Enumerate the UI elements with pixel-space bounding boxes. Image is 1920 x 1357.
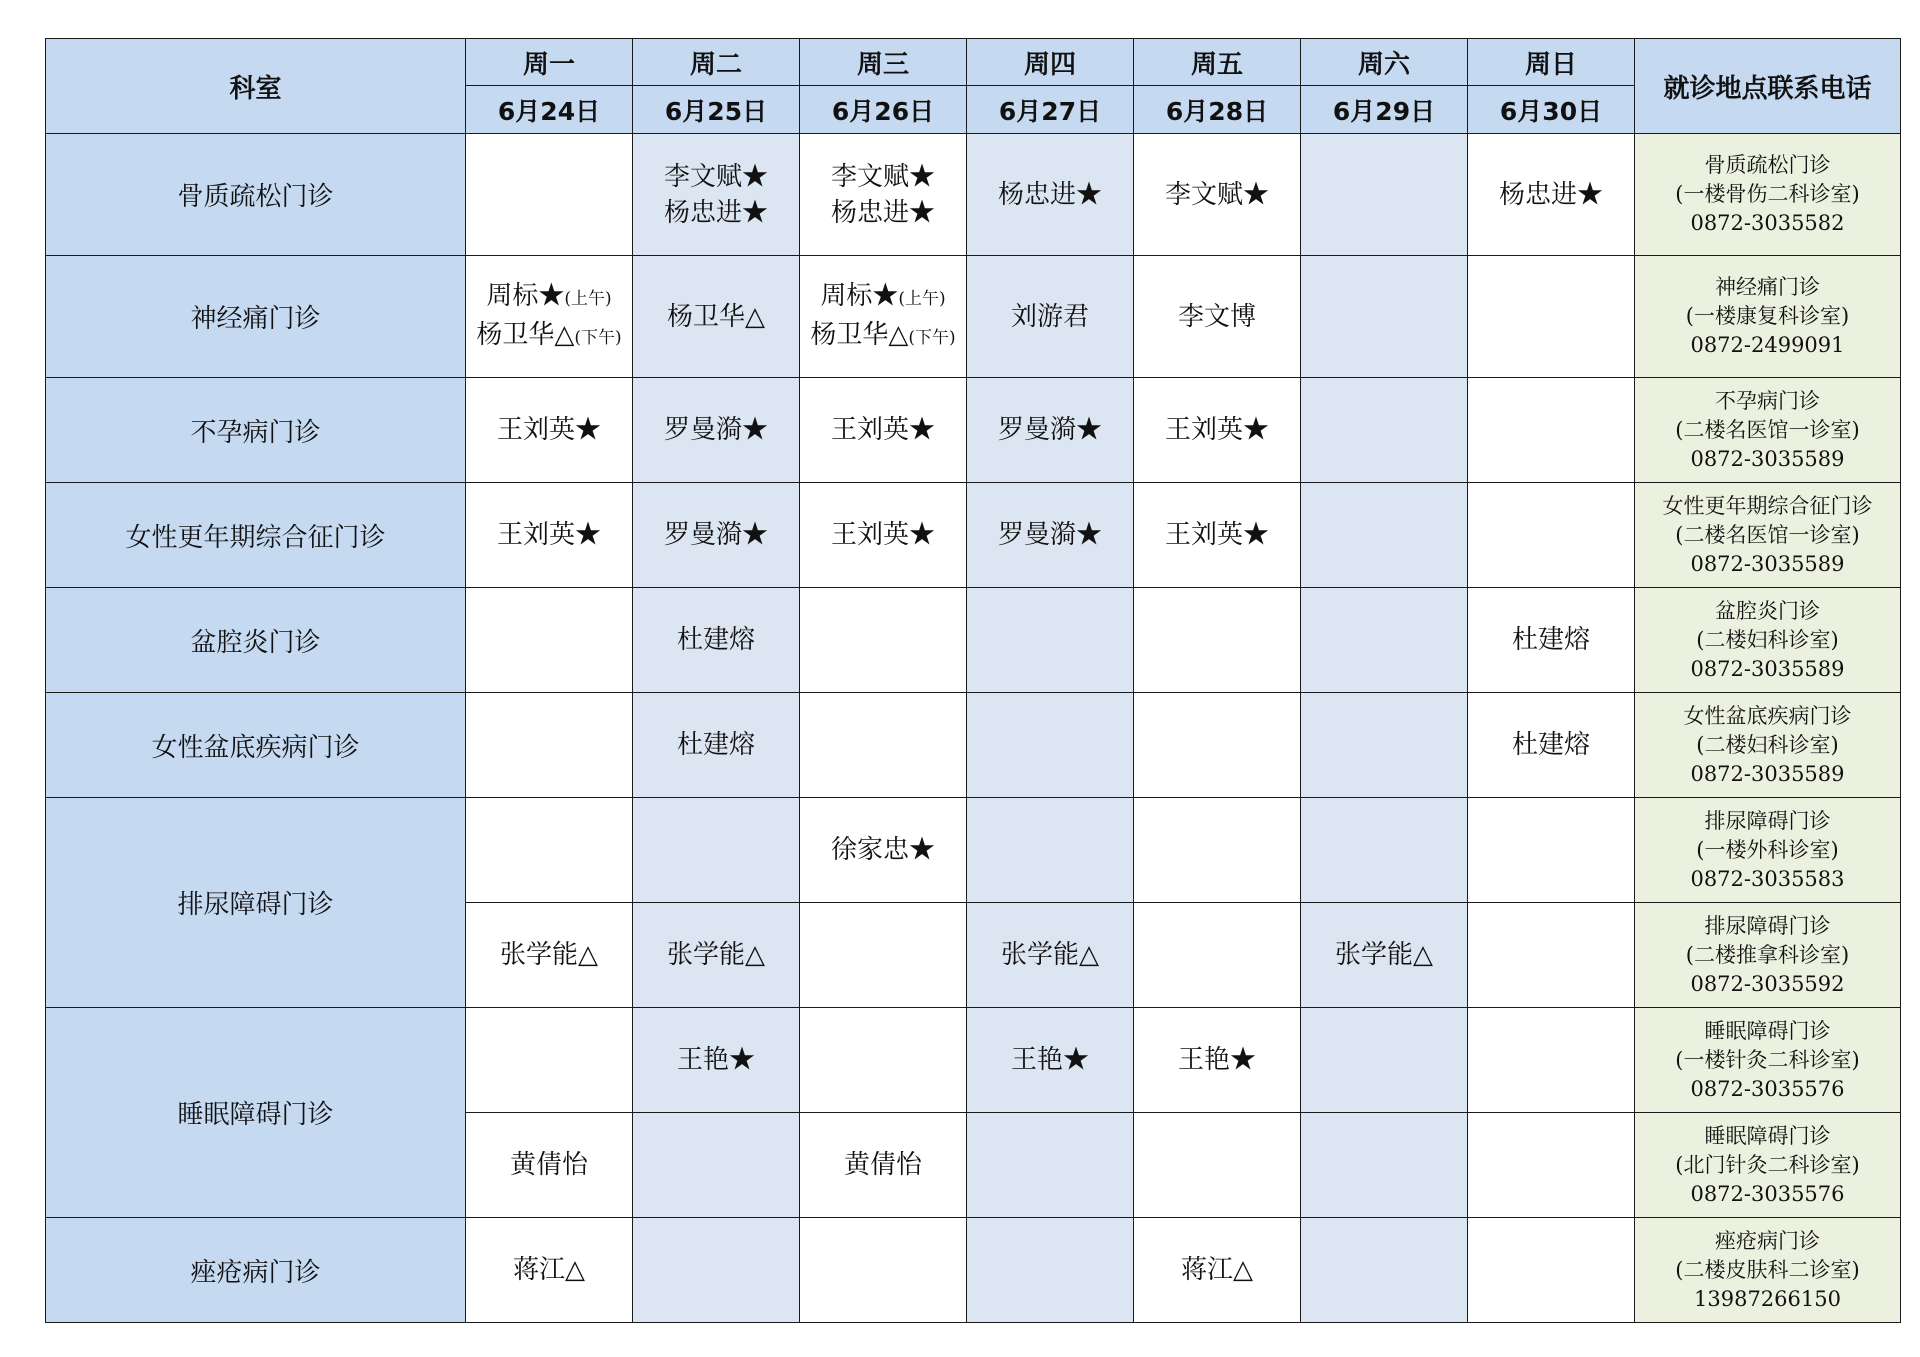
doctor-name: 王刘英★ xyxy=(830,520,935,550)
doctor-name: 周标★ xyxy=(486,280,565,311)
doctor-name: 蒋江△ xyxy=(513,1255,585,1285)
contact-cell xyxy=(1635,1218,1901,1323)
doctor-name-line xyxy=(1468,727,1634,763)
contact-clinic-name: 不孕病门诊 xyxy=(1715,388,1820,413)
doctor-name: 杨忠进★ xyxy=(663,197,768,228)
doctor-name: 罗曼漪★ xyxy=(997,520,1102,550)
clinic-schedule-table xyxy=(45,38,1901,1323)
dept-name: 不孕病门诊 xyxy=(46,378,466,483)
doctor-cell xyxy=(1468,134,1635,256)
pm-note: (下午) xyxy=(908,327,956,348)
contact-clinic-name: 女性盆底疾病门诊 xyxy=(1683,703,1852,728)
doctor-cell xyxy=(967,903,1134,1008)
contact-location: (一楼骨伤二科诊室) xyxy=(1675,182,1860,206)
contact-phone: 0872-2499091 xyxy=(1690,333,1845,357)
schedule-row xyxy=(46,134,1901,256)
date-header: 6月30日 xyxy=(1468,86,1635,134)
contact-location: (北门针灸二科诊室) xyxy=(1675,1152,1860,1177)
doctor-name: 王刘英★ xyxy=(496,520,601,550)
doctor-name: 王艳★ xyxy=(1010,1045,1089,1075)
contact-cell xyxy=(1635,903,1901,1008)
doctor-name: 徐家忠★ xyxy=(830,835,935,865)
doctor-name-line xyxy=(1301,937,1467,973)
weekday-header: 周一 xyxy=(466,39,633,86)
doctor-cell xyxy=(466,134,633,256)
doctor-cell xyxy=(800,378,967,483)
doctor-cell xyxy=(633,378,800,483)
doctor-cell xyxy=(1301,903,1468,1008)
pm-note: (下午) xyxy=(574,327,622,348)
doctor-name-line xyxy=(800,412,966,448)
doctor-name: 张学能△ xyxy=(500,940,598,970)
doctor-name: 黄倩怡 xyxy=(509,1150,588,1180)
schedule-row xyxy=(46,378,1901,483)
contact-phone: 0872-3035576 xyxy=(1690,1181,1845,1206)
weekday-header: 周五 xyxy=(1134,39,1301,86)
contact-clinic-name: 痤疮病门诊 xyxy=(1715,1228,1820,1253)
doctor-name: 杨忠进★ xyxy=(1498,179,1603,210)
schedule-row xyxy=(46,693,1901,798)
schedule-row xyxy=(46,1008,1901,1113)
doctor-name: 张学能△ xyxy=(1335,940,1433,970)
dept-name: 排尿障碍门诊 xyxy=(46,798,466,1008)
doctor-name-line xyxy=(633,937,799,973)
doctor-cell xyxy=(967,1113,1134,1218)
doctor-name: 李文博 xyxy=(1177,301,1256,332)
contact-clinic-name: 排尿障碍门诊 xyxy=(1704,808,1831,833)
doctor-cell xyxy=(1134,693,1301,798)
doctor-name-line xyxy=(800,517,966,553)
doctor-cell xyxy=(967,134,1134,256)
doctor-cell xyxy=(1301,588,1468,693)
dept-name: 盆腔炎门诊 xyxy=(46,588,466,693)
doctor-name: 王艳★ xyxy=(1177,1045,1256,1075)
doctor-cell xyxy=(1468,1008,1635,1113)
doctor-name-line xyxy=(800,278,966,317)
doctor-name-line xyxy=(800,1147,966,1183)
doctor-name-line xyxy=(967,517,1133,553)
doctor-name: 罗曼漪★ xyxy=(663,415,768,445)
contact-clinic-name: 女性更年期综合征门诊 xyxy=(1662,493,1873,518)
doctor-name: 杜建熔 xyxy=(676,625,755,655)
doctor-name-line xyxy=(633,727,799,763)
doctor-name: 蒋江△ xyxy=(1181,1255,1253,1285)
doctor-cell xyxy=(967,378,1134,483)
schedule-row xyxy=(46,798,1901,903)
doctor-name-line xyxy=(800,195,966,231)
contact-clinic-name: 神经痛门诊 xyxy=(1715,275,1820,299)
doctor-cell xyxy=(967,1008,1134,1113)
doctor-cell xyxy=(1301,693,1468,798)
weekday-header: 周三 xyxy=(800,39,967,86)
doctor-cell xyxy=(1134,588,1301,693)
doctor-cell xyxy=(633,1008,800,1113)
doctor-name: 杜建熔 xyxy=(676,730,755,760)
schedule-row xyxy=(46,256,1901,378)
doctor-name: 周标★ xyxy=(820,280,899,311)
doctor-cell xyxy=(633,483,800,588)
contact-location: (二楼妇科诊室) xyxy=(1696,732,1839,757)
date-header: 6月26日 xyxy=(800,86,967,134)
doctor-cell xyxy=(1301,798,1468,903)
dept-name: 骨质疏松门诊 xyxy=(46,134,466,256)
schedule-body xyxy=(46,134,1901,1323)
contact-location: (二楼名医馆一诊室) xyxy=(1675,522,1860,547)
doctor-cell xyxy=(633,588,800,693)
doctor-name-line xyxy=(1468,622,1634,658)
contact-cell xyxy=(1635,798,1901,903)
doctor-cell xyxy=(1468,588,1635,693)
doctor-name-line xyxy=(967,937,1133,973)
doctor-cell xyxy=(466,798,633,903)
weekday-header: 周二 xyxy=(633,39,800,86)
doctor-cell xyxy=(1134,378,1301,483)
doctor-cell xyxy=(466,1113,633,1218)
doctor-cell xyxy=(800,903,967,1008)
contact-phone: 0872-3035589 xyxy=(1690,761,1845,786)
doctor-name-line xyxy=(800,159,966,195)
doctor-cell xyxy=(633,1113,800,1218)
doctor-cell xyxy=(466,903,633,1008)
doctor-cell xyxy=(800,1218,967,1323)
date-header: 6月27日 xyxy=(967,86,1134,134)
doctor-cell xyxy=(800,256,967,378)
doctor-cell xyxy=(1301,378,1468,483)
doctor-cell xyxy=(967,588,1134,693)
doctor-cell xyxy=(1468,693,1635,798)
dept-name: 痤疮病门诊 xyxy=(46,1218,466,1323)
doctor-name: 张学能△ xyxy=(667,940,765,970)
doctor-cell xyxy=(1468,483,1635,588)
dept-name: 睡眠障碍门诊 xyxy=(46,1008,466,1218)
doctor-cell xyxy=(466,256,633,378)
doctor-name-line xyxy=(1134,1042,1300,1078)
doctor-cell xyxy=(1301,134,1468,256)
contact-cell xyxy=(1635,588,1901,693)
doctor-name: 罗曼漪★ xyxy=(997,415,1102,445)
doctor-name-line xyxy=(633,517,799,553)
doctor-name-line xyxy=(633,1042,799,1078)
doctor-cell xyxy=(1301,256,1468,378)
contact-phone: 0872-3035582 xyxy=(1690,211,1845,235)
doctor-name-line xyxy=(633,412,799,448)
contact-location: (二楼皮肤科二诊室) xyxy=(1675,1257,1860,1282)
contact-location: (一楼康复科诊室) xyxy=(1685,304,1850,328)
doctor-name-line xyxy=(800,317,966,356)
doctor-cell xyxy=(1301,1113,1468,1218)
contact-column-header: 就诊地点联系电话 xyxy=(1635,39,1901,134)
doctor-name: 刘游君 xyxy=(1010,301,1089,332)
contact-phone: 0872-3035592 xyxy=(1690,971,1845,996)
contact-phone: 0872-3035589 xyxy=(1690,656,1845,681)
doctor-name: 黄倩怡 xyxy=(843,1150,922,1180)
contact-phone: 13987266150 xyxy=(1694,1286,1841,1311)
contact-cell xyxy=(1635,1113,1901,1218)
header-weekday-row xyxy=(46,39,1901,86)
doctor-cell xyxy=(800,588,967,693)
weekday-header: 周四 xyxy=(967,39,1134,86)
doctor-name: 杨卫华△ xyxy=(810,319,909,350)
doctor-cell xyxy=(466,483,633,588)
doctor-cell xyxy=(466,378,633,483)
doctor-name: 杨卫华△ xyxy=(476,319,575,350)
dept-column-header: 科室 xyxy=(46,39,466,134)
doctor-name-line xyxy=(1134,517,1300,553)
doctor-cell xyxy=(1134,1008,1301,1113)
doctor-name-line xyxy=(466,278,632,317)
doctor-cell xyxy=(633,798,800,903)
doctor-name: 杨忠进★ xyxy=(830,197,935,228)
schedule-row xyxy=(46,588,1901,693)
doctor-name-line xyxy=(967,1042,1133,1078)
doctor-cell xyxy=(800,1008,967,1113)
doctor-cell xyxy=(800,483,967,588)
doctor-cell xyxy=(633,134,800,256)
doctor-name: 杨卫华△ xyxy=(667,301,765,332)
doctor-name-line xyxy=(967,299,1133,335)
weekday-header: 周六 xyxy=(1301,39,1468,86)
doctor-cell xyxy=(1134,134,1301,256)
doctor-cell xyxy=(1468,798,1635,903)
doctor-cell xyxy=(1301,1008,1468,1113)
doctor-cell xyxy=(1134,256,1301,378)
contact-cell xyxy=(1635,693,1901,798)
dept-name: 神经痛门诊 xyxy=(46,256,466,378)
doctor-name: 李文赋★ xyxy=(830,161,935,192)
dept-name: 女性更年期综合征门诊 xyxy=(46,483,466,588)
doctor-cell xyxy=(466,1008,633,1113)
doctor-name-line xyxy=(633,159,799,195)
date-header: 6月29日 xyxy=(1301,86,1468,134)
contact-phone: 0872-3035589 xyxy=(1690,551,1845,576)
doctor-cell xyxy=(1301,1218,1468,1323)
contact-phone: 0872-3035583 xyxy=(1690,866,1845,891)
contact-clinic-name: 盆腔炎门诊 xyxy=(1715,598,1820,623)
doctor-cell xyxy=(1134,483,1301,588)
date-header: 6月25日 xyxy=(633,86,800,134)
contact-phone: 0872-3035576 xyxy=(1690,1076,1845,1101)
doctor-cell xyxy=(1134,798,1301,903)
doctor-name-line xyxy=(967,177,1133,213)
doctor-name: 杜建熔 xyxy=(1511,730,1590,760)
doctor-cell xyxy=(1134,903,1301,1008)
doctor-name-line xyxy=(1468,177,1634,213)
contact-cell xyxy=(1635,1008,1901,1113)
contact-location: (二楼名医馆一诊室) xyxy=(1675,417,1860,442)
doctor-name-line xyxy=(466,937,632,973)
doctor-name: 王艳★ xyxy=(676,1045,755,1075)
doctor-name: 王刘英★ xyxy=(496,415,601,445)
doctor-name-line xyxy=(633,195,799,231)
doctor-name-line xyxy=(466,1147,632,1183)
doctor-name-line xyxy=(466,1252,632,1288)
doctor-name: 王刘英★ xyxy=(830,415,935,445)
date-header: 6月24日 xyxy=(466,86,633,134)
doctor-cell xyxy=(1134,1113,1301,1218)
doctor-cell xyxy=(967,256,1134,378)
doctor-name-line xyxy=(633,622,799,658)
dept-name: 女性盆底疾病门诊 xyxy=(46,693,466,798)
doctor-cell xyxy=(800,134,967,256)
doctor-name: 王刘英★ xyxy=(1164,415,1269,445)
doctor-cell xyxy=(1468,1113,1635,1218)
contact-clinic-name: 排尿障碍门诊 xyxy=(1704,913,1831,938)
schedule-row xyxy=(46,1218,1901,1323)
doctor-cell xyxy=(967,798,1134,903)
doctor-name-line xyxy=(466,412,632,448)
doctor-name-line xyxy=(967,412,1133,448)
doctor-cell xyxy=(633,256,800,378)
doctor-cell xyxy=(633,693,800,798)
doctor-name: 杨忠进★ xyxy=(997,179,1102,210)
contact-location: (二楼妇科诊室) xyxy=(1696,627,1839,652)
doctor-cell xyxy=(466,588,633,693)
doctor-cell xyxy=(1468,903,1635,1008)
contact-clinic-name: 睡眠障碍门诊 xyxy=(1704,1123,1831,1148)
doctor-cell xyxy=(1301,483,1468,588)
doctor-cell xyxy=(967,483,1134,588)
doctor-name: 张学能△ xyxy=(1001,940,1099,970)
schedule-row xyxy=(46,483,1901,588)
contact-location: (二楼推拿科诊室) xyxy=(1685,942,1850,967)
doctor-cell xyxy=(1134,1218,1301,1323)
doctor-name-line xyxy=(800,832,966,868)
doctor-name-line xyxy=(1134,1252,1300,1288)
doctor-cell xyxy=(633,903,800,1008)
doctor-cell xyxy=(800,693,967,798)
contact-cell xyxy=(1635,483,1901,588)
doctor-cell xyxy=(466,693,633,798)
date-header: 6月28日 xyxy=(1134,86,1301,134)
doctor-cell xyxy=(1468,256,1635,378)
doctor-name: 李文赋★ xyxy=(663,161,768,192)
contact-clinic-name: 睡眠障碍门诊 xyxy=(1704,1018,1831,1043)
doctor-cell xyxy=(466,1218,633,1323)
contact-phone: 0872-3035589 xyxy=(1690,446,1845,471)
am-note: (上午) xyxy=(898,288,946,309)
doctor-name-line xyxy=(1134,299,1300,335)
doctor-cell xyxy=(967,693,1134,798)
doctor-cell xyxy=(633,1218,800,1323)
doctor-cell xyxy=(800,1113,967,1218)
doctor-name: 杜建熔 xyxy=(1511,625,1590,655)
doctor-name-line xyxy=(633,299,799,335)
doctor-name-line xyxy=(466,517,632,553)
doctor-name: 罗曼漪★ xyxy=(663,520,768,550)
contact-cell xyxy=(1635,378,1901,483)
contact-cell xyxy=(1635,256,1901,378)
am-note: (上午) xyxy=(564,288,612,309)
doctor-cell xyxy=(1468,378,1635,483)
doctor-name-line xyxy=(1134,412,1300,448)
doctor-name: 王刘英★ xyxy=(1164,520,1269,550)
contact-clinic-name: 骨质疏松门诊 xyxy=(1704,153,1831,177)
weekday-header: 周日 xyxy=(1468,39,1635,86)
contact-cell xyxy=(1635,134,1901,256)
contact-location: (一楼针灸二科诊室) xyxy=(1675,1047,1860,1072)
doctor-name-line xyxy=(466,317,632,356)
doctor-cell xyxy=(1468,1218,1635,1323)
doctor-cell xyxy=(967,1218,1134,1323)
contact-location: (一楼外科诊室) xyxy=(1696,837,1839,862)
doctor-name: 李文赋★ xyxy=(1164,179,1269,210)
doctor-cell xyxy=(800,798,967,903)
doctor-name-line xyxy=(1134,177,1300,213)
